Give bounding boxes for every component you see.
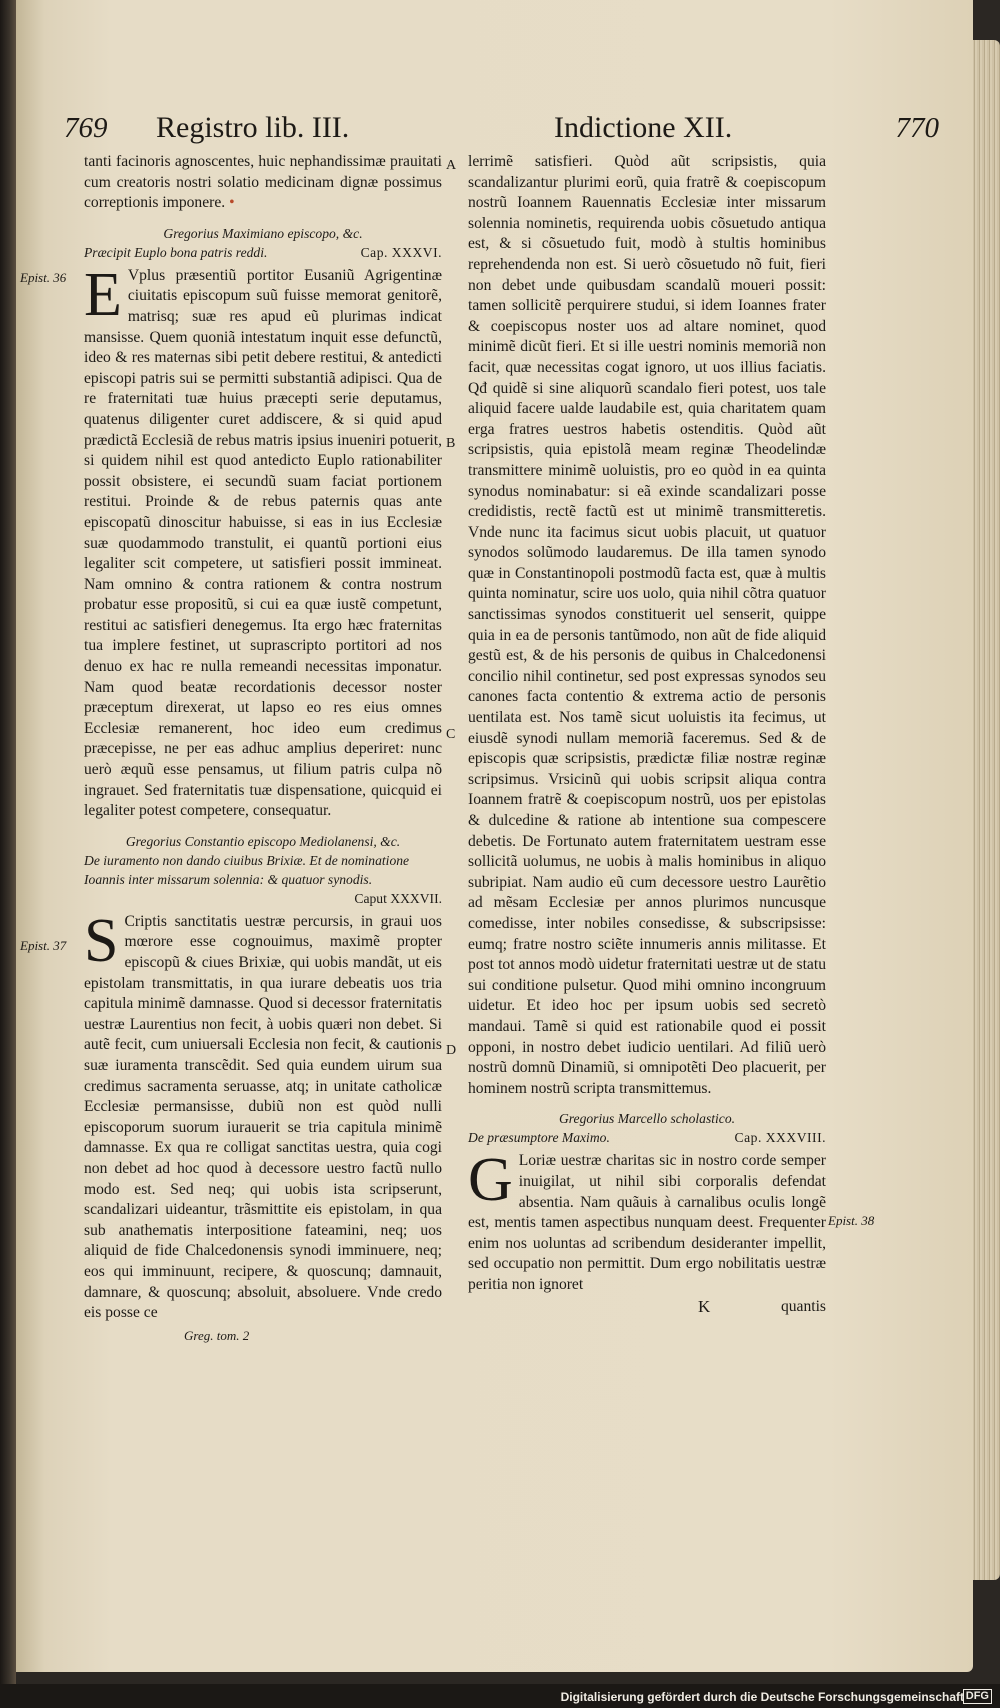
- catchword-left: Greg. tom. 2: [184, 1327, 250, 1343]
- letter-38-body: G Loriæ uestræ charitas sic in nostro corde semper inuigilat, ut nihil sibi corporalis defendat absentia. Nam quãuis à carnalibus oculis longẽ est, mentis tamen aspectibus nunquam deest. Frequenter enim nos uoluntas ad scribendum desideranter impellit, sed occupatio non permittit. Dum ergo nobilitatis uestræ peritia non ignoret: [468, 1146, 826, 1293]
- letter-37-chapter: Caput XXXVII.: [354, 890, 442, 906]
- book-page: [16, 0, 973, 1672]
- page-edges: [972, 40, 1000, 1580]
- margin-note-epist37: Epist. 37: [20, 938, 67, 953]
- digitization-credit: Digitalisierung gefördert durch die Deutsche Forschungsgemeinschaft: [560, 1690, 964, 1704]
- running-header: [64, 108, 939, 152]
- book-binding: [0, 0, 16, 1708]
- letter-37-subtitle-2: Ioannis inter missarum solennia: & quatuor synodis.: [84, 871, 373, 887]
- margin-note-epist38: Epist. 38: [828, 1213, 875, 1228]
- letter-36-body: E Vplus præsentiũ portitor Eusaniũ Agrigentinæ ciuitatis episcopum suũ fuisse memorat genitorẽ, matrisq; suæ res apud eũ plurimas indicat mansisse. Quem quoniã intestatum inquit esse defunctũ, ideo & res maternas sibi petit debere restitui, & antedicti episcopi patris sui se permitti substantiã adipisci. Qua de re fraternitati tuæ huius præcepti serie deputamus, quatenus diligenter curet addiscere, & si quid apud prædictã Ecclesiã de rebus matris ipsius inueniri potuerit, si quidem nihil est quod antedicto Euplo rationabiliter possit obsistere, ei secundũ suam faciat portionem restitui. Proinde & de rebus paternis quas ante episcopatũ dinoscitur habuisse, si eas in ius Ecclesiæ suæ quodammodo transtulit, ei quantũ portioni eius legaliter scit competere, ut satisfieri possit immineat. Nam omnino & contra rationem & contra nostrum probatur esse propositũ, si cui ea quæ iustẽ competunt, restitui ac satisfieri denegemus. Ita ergo hæc fraternitas tua implere festinet, ut suprascripto portitori ad nos denuo ex hac re nulla remeandi necessitas imponatur. Nam quod beatæ recordationis decessor noster præceptum direxerat, ut lapso eo res eius omnes Ecclesiæ remanerent, hoc ideo eum credimus præcepisse, ne per eas adhuc amplius deperiret: nunc uerò æquũ esse pensamus, ut filium patris culpa nõ ingrauet. Sed fraternitatis tuæ dispensatione, quicquid ei legaliter potest competere, consequatur.: [84, 260, 442, 820]
- drop-cap-e: E: [84, 260, 122, 329]
- running-title-left: Registro lib. III.: [156, 111, 350, 144]
- catchword-right: quantis: [780, 1298, 826, 1316]
- page-number-left: 769: [64, 112, 108, 144]
- letter-37-heading: [84, 832, 442, 908]
- paragraph-continuation: tanti facinoris agnoscentes, huic nephandissimæ prauitati cum creatoris nostri solatio medicinam dignæ possimus correptionis imponere. •: [84, 153, 442, 212]
- letter-38-chapter: Cap. XXXVIII.: [734, 1130, 826, 1146]
- drop-cap-s: S: [84, 906, 119, 975]
- letter-36-subtitle: Præcipit Euplo bona patris reddi.: [84, 244, 268, 260]
- section-mark-d: D: [446, 1043, 457, 1058]
- letter-36-title: Gregorius Maximiano episcopo, &c.: [163, 225, 363, 241]
- signature-mark: K: [698, 1297, 711, 1317]
- section-mark-a: A: [446, 158, 457, 173]
- section-mark-c: C: [446, 727, 456, 742]
- running-title-right: Indictione XII.: [554, 111, 733, 144]
- letter-37-title: Gregorius Constantio episcopo Mediolanensi, &c.: [125, 833, 401, 849]
- section-mark-b: B: [446, 436, 456, 451]
- letter-37-subtitle-1: De iuramento non dando ciuibus Brixiæ. Et de nominatione: [84, 852, 410, 868]
- letter-38-title: Gregorius Marcello scholastico.: [558, 1111, 736, 1127]
- letter-38-heading: [468, 1109, 826, 1147]
- letter-36-heading: [84, 224, 442, 262]
- letter-38-subtitle: De præsumptore Maximo.: [468, 1130, 610, 1146]
- letter-36-chapter: Cap. XXXVI.: [360, 244, 442, 260]
- page-number-right: 770: [895, 112, 939, 144]
- drop-cap-g: G: [468, 1146, 513, 1215]
- left-column: [84, 152, 442, 1346]
- letter-37-body: S Criptis sanctitatis uestræ percursis, in graui uos mœrore esse cognouimus, maximẽ propter episcopũ & ciues Brixiæ, qui uobis mandãt, ut eis epistolam transmittatis, in qua iurare debeatis uos tria capitula minimẽ damnasse. Quod si decessor fraternitatis uestræ Laurentius non fecit, à uobis quæri non debet. Si autẽ fecit, cum uniuersali Ecclesia non fecit, & cautionis suæ iuramenta transcẽdit. Sed quia eundem uirum sua credimus sacramenta seruasse, atq; in unitate catholicæ Ecclesiæ permansisse, dubiũ non est quòd nulli episcoporum suorum iurauerit se tria capitula minimẽ damnasse. Ex qua re colligat sanctitas uestra, quia cogi non debet ad hoc quod à decessore uestro factũ nullo modo est. Sed neq; qui uobis ista scripserunt, scandalizari uideantur, trãsmittite eis epistolam, in qua sub anathematis interpositione fateamini, neq; uos aliquid de fide Chalcedonensis synodi imminuere, neq; eos qui imminuunt, recipere, & quoscunq; damnauit, damnare, & quoscunq; absoluit, absoluere. Vnde credo eis posse ce: [84, 906, 442, 1322]
- dfg-logo: DFG: [963, 1689, 992, 1704]
- margin-note-epist36: Epist. 36: [20, 270, 67, 285]
- letter-37-continuation: lerrimẽ satisfieri. Quòd aũt scripsistis, quia scandalizantur plurimi eorũ, quia fratrẽ & coepiscopum nostrũ Ioannem Rauennatis Ecclesiæ inter missarum solennia nominetis, requirenda uobis cõsuetudo antiqua est, & si cõsuetudo fuit, modò à stultis hominibus reprehendenda non est. Si uerò cõsuetudo nõ fuit, fieri non debet unde quibusdam scandalũ moueri possit: tamen sollicitẽ perquirere studui, si idem Ioannes frater & coepiscopus noster uos ad altare nominet, quod minimẽ dicũt fieri. Et si ille uestri nominis memoriã non facit, quæ necessitas cogat ignoro, ut uos illius faciatis. Qđ quidẽ si sine aliquorũ scandalo fieri potest, uos tale aliquid facere ualde laudabile est, quia charitatem quam erga fratres uestros habetis ostenditis. Quòd aũt scripsistis, quia epistolã meam reginæ Theodelindæ transmittere minimẽ uoluistis, pro eo quòd in ea quinta synodus nominabatur: si eã exinde scandalizari posse credidistis, rectẽ factũ est ut minimẽ transmitteretis. Vnde nunc ita facimus sicut uobis placuit, ut quatuor synodos solũmodo laudaremus. De illa tamen synodo quæ in Constantinopoli postmodũ facta est, quæ à multis quinta nominatur, scire uos uolo, quia nihil cõtra quatuor sanctissimas synodos constituerit uel senserit, quippe quia in ea de personis tantũmodo, non aũt de fide aliquid gestũ est, & de his personis de quibus in Chalcedonensi concilio nihil continetur, sed post expressas synodos seu canones facta contentio & extrema actio de personis uentilata est. Nos tamẽ sicut uoluistis ita fecimus, ut eiusdẽ synodi nullam memoriã faceremus. Sed & de episcopis quæ scripsistis, prædictæ filiæ nostræ reginæ scripsimus. Vrsicinũ qui uobis scripsit aliqua contra Ioannem fratrẽ & coepiscopum nostrũ, uos per epistolas & dulcedine & ratione ab intentione sua compescere debetis. De Fortunato autem fraternitatem uestram esse sollicitã uolumus, ne uobis à malis hominibus in aliquo subripiat. Nam audio eũ cum decessore uestro Laurẽtio ad mẽsam Ecclesiæ per annos plurimos nuncusque comedisse, inter nobiles consedisse, & subscripsisse: eumq; fratre nostro sciẽte innumeris annis militasse. Et post tot annos modò uidetur fraternitati uestræ ut de statu sui conditione pulsetur. Quod mihi omnino incongruum uidetur. Et ideo hoc per ipsum uobis sed secretò mandaui. Tamẽ si quid est rationabile quod ei possit opponi, in nostro debet iudicio uentilari. Ad filiũ uerò nostrũ domnũ Dinamiũ, si omnipotẽti Deo placuerit, per hominem nostrũ scripta transmittemus.: [468, 153, 826, 1097]
- right-column: [468, 152, 826, 1319]
